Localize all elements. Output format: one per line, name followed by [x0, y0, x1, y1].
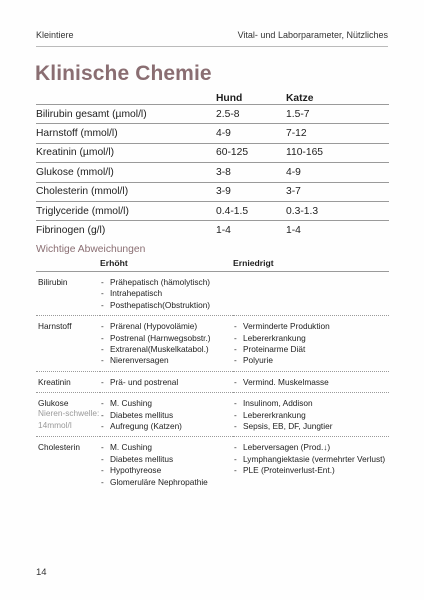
lowered-cell — [233, 393, 389, 437]
raised-cell — [100, 316, 233, 372]
page-number: 14 — [36, 567, 47, 578]
deviations-label-cell — [36, 316, 100, 372]
deviations-label-cell — [36, 393, 100, 437]
deviations-row — [36, 272, 389, 316]
section-heading: Wichtige Abweichungen — [36, 244, 146, 255]
lowered-cell — [233, 316, 389, 372]
lab-header-katze: Katze — [286, 93, 314, 104]
lab-katze-cell: 4-9 — [286, 163, 389, 182]
deviations-label-cell — [36, 371, 100, 392]
lowered-list — [233, 442, 389, 476]
raised-list-item: - Intrahepatisch — [100, 288, 233, 299]
raised-cell — [100, 272, 233, 316]
lab-hund-cell: 0.4-1.5 — [216, 201, 286, 220]
lab-table-header-row — [36, 86, 389, 105]
raised-list-item: - Diabetes mellitus — [100, 410, 233, 421]
raised-list — [100, 377, 233, 388]
lab-param-cell: Bilirubin gesamt (µmol/l) — [36, 105, 216, 124]
raised-list-item: - M. Cushing — [100, 442, 233, 453]
lab-param-cell: Triglyceride (mmol/l) — [36, 201, 216, 220]
lab-katze-cell: 1-4 — [286, 221, 389, 240]
lab-katze-cell: 110-165 — [286, 143, 389, 162]
lab-param-cell: Harnstoff (mmol/l) — [36, 124, 216, 143]
lowered-list-item: - Sepsis, EB, DF, Jungtier — [233, 421, 389, 432]
lowered-list-item: - Lymphangiektasie (vermehrter Verlust) — [233, 454, 389, 465]
lab-hund-cell: 1-4 — [216, 221, 286, 240]
deviations-label: Harnstoff — [38, 321, 72, 332]
deviations-header-row — [36, 257, 389, 272]
raised-list-item: - Glomeruläre Nephropathie — [100, 477, 233, 488]
lowered-list-item: - Verminderte Produktion — [233, 321, 389, 332]
raised-list-item: - Hypothyreose — [100, 465, 233, 476]
lab-hund-cell: 3-8 — [216, 163, 286, 182]
raised-list — [100, 398, 233, 432]
raised-list — [100, 321, 233, 367]
lowered-list-item: - Polyurie — [233, 355, 389, 366]
lab-table-row — [36, 163, 389, 182]
lowered-list — [233, 321, 389, 367]
deviations-row — [36, 316, 389, 372]
deviations-header-lowered: Erniedrigt — [233, 257, 389, 272]
raised-list-item: - Aufregung (Katzen) — [100, 421, 233, 432]
lab-hund-cell: 4-9 — [216, 124, 286, 143]
lab-header-param — [36, 86, 216, 105]
lowered-list-item: - PLE (Proteinverlust-Ent.) — [233, 465, 389, 476]
raised-cell — [100, 393, 233, 437]
deviations-table-body — [36, 272, 389, 493]
deviations-label: Glukose — [38, 398, 69, 409]
lab-katze-cell: 0.3-1.3 — [286, 201, 389, 220]
deviations-header-raised: Erhöht — [100, 257, 233, 272]
lowered-list-item: - Lebererkrankung — [233, 410, 389, 421]
lab-table-row — [36, 201, 389, 220]
lab-table-row — [36, 105, 389, 124]
deviations-header-label — [36, 257, 100, 272]
running-head-left: Kleintiere — [36, 30, 74, 40]
raised-list-item: - Diabetes mellitus — [100, 454, 233, 465]
raised-list-item: - Prähepatisch (hämolytisch) — [100, 277, 233, 288]
raised-list-item: - M. Cushing — [100, 398, 233, 409]
lab-katze-cell: 1.5-7 — [286, 105, 389, 124]
lab-values-table — [36, 86, 389, 240]
deviations-label-cell — [36, 437, 100, 492]
lab-header-hund: Hund — [216, 93, 243, 104]
lab-table-row — [36, 182, 389, 201]
lab-hund-cell: 60-125 — [216, 143, 286, 162]
lowered-cell — [233, 437, 389, 492]
raised-list-item: - Posthepatisch(Obstruktion) — [100, 300, 233, 311]
running-head-right: Vital- und Laborparameter, Nützliches — [237, 30, 388, 40]
lowered-list-item: - Vermind. Muskelmasse — [233, 377, 389, 388]
raised-list-item: - Prärenal (Hypovolämie) — [100, 321, 233, 332]
deviations-label: Kreatinin — [38, 376, 71, 387]
lowered-list — [233, 398, 389, 432]
lab-hund-cell: 3-9 — [216, 182, 286, 201]
deviations-table — [36, 257, 389, 492]
raised-cell — [100, 437, 233, 492]
lab-katze-cell: 3-7 — [286, 182, 389, 201]
lab-table-row — [36, 143, 389, 162]
lab-table-row — [36, 221, 389, 240]
raised-list-item: - Postrenal (Harnwegsobstr.) — [100, 333, 233, 344]
lab-param-cell: Kreatinin (µmol/l) — [36, 143, 216, 162]
raised-list-item: - Prä- und postrenal — [100, 377, 233, 388]
lab-table-body — [36, 105, 389, 240]
page-title: Klinische Chemie — [35, 62, 212, 85]
raised-list — [100, 442, 233, 488]
raised-list-item: - Extrarenal(Muskelkatabol.) — [100, 344, 233, 355]
deviations-row — [36, 371, 389, 392]
lowered-list-item: - Lebererkrankung — [233, 333, 389, 344]
deviations-row — [36, 437, 389, 492]
lowered-cell — [233, 371, 389, 392]
deviations-label-cell — [36, 272, 100, 316]
deviations-note: Nieren-schwelle: 14mmol/l — [38, 408, 100, 430]
lowered-list-item: - Leberversagen (Prod.↓) — [233, 442, 389, 453]
header-rule — [36, 46, 388, 47]
lowered-cell — [233, 272, 389, 316]
deviations-row — [36, 393, 389, 437]
lab-hund-cell: 2.5-8 — [216, 105, 286, 124]
deviations-label: Bilirubin — [38, 277, 68, 287]
lab-param-cell: Cholesterin (mmol/l) — [36, 182, 216, 201]
lowered-list-item: - Proteinarme Diät — [233, 344, 389, 355]
deviations-label: Cholesterin — [38, 442, 80, 453]
raised-list — [100, 277, 233, 311]
lowered-list-item: - Insulinom, Addison — [233, 398, 389, 409]
raised-cell — [100, 371, 233, 392]
lab-param-cell: Fibrinogen (g/l) — [36, 221, 216, 240]
lab-table-row — [36, 124, 389, 143]
lab-katze-cell: 7-12 — [286, 124, 389, 143]
lowered-list — [233, 377, 389, 388]
raised-list-item: - Nierenversagen — [100, 355, 233, 366]
lab-param-cell: Glukose (mmol/l) — [36, 163, 216, 182]
